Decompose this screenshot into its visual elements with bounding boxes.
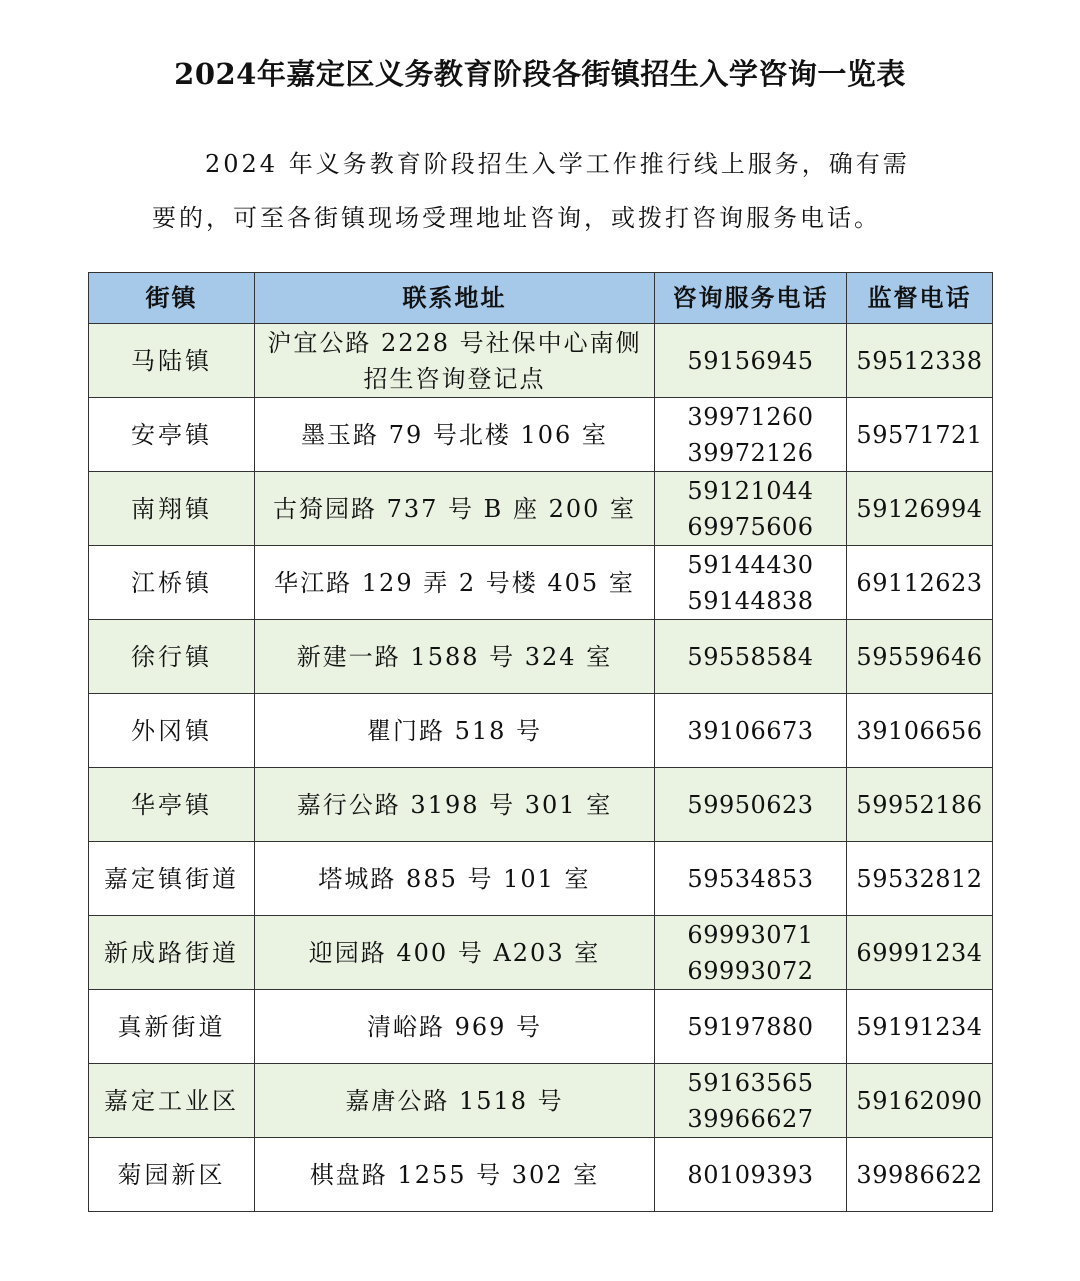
header-town: 街镇: [89, 273, 255, 324]
cell-address: [255, 990, 655, 1064]
cell-consult-phone: [655, 324, 847, 398]
cell-supervise-phone: 59532812: [847, 842, 993, 916]
cell-address: [255, 398, 655, 472]
intro-line-2: 要的，可至各街镇现场受理地址咨询，或拨打咨询服务电话。: [152, 204, 881, 232]
consult-phone-number: 59163565: [687, 1068, 814, 1097]
address-line: 华江路 129 弄 2 号楼 405 室: [274, 568, 635, 597]
table-row: [89, 546, 993, 620]
consult-phone-number: 59121044: [687, 476, 814, 505]
table-row: [89, 1064, 993, 1138]
cell-supervise-phone: 39106656: [847, 694, 993, 768]
consult-phone-number: 59534853: [687, 864, 814, 893]
address-line: 新建一路 1588 号 324 室: [296, 642, 613, 671]
table-row: [89, 990, 993, 1064]
table-row: [89, 324, 993, 398]
cell-supervise-phone: 59559646: [847, 620, 993, 694]
consult-phone-number: 59144430: [687, 550, 814, 579]
consult-phone-number: 59156945: [687, 346, 814, 375]
cell-address: [255, 768, 655, 842]
address-line: 沪宜公路 2228 号社保中心南侧: [267, 328, 642, 357]
consult-phone-number: 39972126: [687, 438, 814, 467]
consult-phone-number: 69993072: [687, 956, 814, 985]
cell-supervise-phone: 39986622: [847, 1138, 993, 1212]
cell-consult-phone: [655, 768, 847, 842]
cell-town: 江桥镇: [89, 546, 255, 620]
consult-phone-number: 80109393: [687, 1160, 814, 1189]
consult-phone-number: 39971260: [687, 402, 814, 431]
table-row: [89, 472, 993, 546]
address-line: 招生咨询登记点: [363, 364, 546, 393]
table-row: [89, 768, 993, 842]
cell-consult-phone: [655, 472, 847, 546]
consultation-table: [88, 272, 993, 1212]
header-supervise-phone: 监督电话: [847, 273, 993, 324]
header-consult-phone: 咨询服务电话: [655, 273, 847, 324]
cell-consult-phone: [655, 1138, 847, 1212]
intro-line-1: 2024 年义务教育阶段招生入学工作推行线上服务，确有需: [205, 150, 910, 178]
cell-supervise-phone: 59162090: [847, 1064, 993, 1138]
table-row: [89, 1138, 993, 1212]
table-row: [89, 842, 993, 916]
cell-supervise-phone: 59952186: [847, 768, 993, 842]
cell-address: [255, 324, 655, 398]
cell-consult-phone: [655, 1064, 847, 1138]
address-line: 瞿门路 518 号: [366, 716, 543, 745]
cell-supervise-phone: 59571721: [847, 398, 993, 472]
cell-town: 南翔镇: [89, 472, 255, 546]
cell-address: [255, 472, 655, 546]
cell-supervise-phone: 69112623: [847, 546, 993, 620]
cell-consult-phone: [655, 546, 847, 620]
cell-address: [255, 1064, 655, 1138]
table-row: [89, 620, 993, 694]
address-line: 塔城路 885 号 101 室: [318, 864, 591, 893]
consult-phone-number: 39966627: [687, 1104, 814, 1133]
consult-phone-number: 39106673: [687, 716, 814, 745]
table-row: [89, 916, 993, 990]
cell-consult-phone: [655, 916, 847, 990]
table-row: [89, 398, 993, 472]
cell-town: 马陆镇: [89, 324, 255, 398]
cell-address: [255, 842, 655, 916]
consult-phone-number: 59950623: [687, 790, 814, 819]
header-address: 联系地址: [255, 273, 655, 324]
cell-town: 安亭镇: [89, 398, 255, 472]
cell-address: [255, 546, 655, 620]
cell-town: 菊园新区: [89, 1138, 255, 1212]
cell-town: 徐行镇: [89, 620, 255, 694]
address-line: 清峪路 969 号: [366, 1012, 543, 1041]
cell-town: 真新街道: [89, 990, 255, 1064]
table-row: [89, 694, 993, 768]
cell-town: 新成路街道: [89, 916, 255, 990]
cell-supervise-phone: 59191234: [847, 990, 993, 1064]
address-line: 嘉行公路 3198 号 301 室: [296, 790, 613, 819]
table-header-row: [89, 273, 993, 324]
consult-phone-number: 59558584: [687, 642, 814, 671]
cell-address: [255, 620, 655, 694]
cell-address: [255, 916, 655, 990]
address-line: 嘉唐公路 1518 号: [345, 1086, 564, 1115]
address-line: 古猗园路 737 号 B 座 200 室: [272, 494, 637, 523]
cell-consult-phone: [655, 694, 847, 768]
cell-consult-phone: [655, 990, 847, 1064]
consult-phone-number: 59144838: [687, 586, 814, 615]
cell-supervise-phone: 59126994: [847, 472, 993, 546]
cell-town: 嘉定镇街道: [89, 842, 255, 916]
cell-address: [255, 1138, 655, 1212]
address-line: 迎园路 400 号 A203 室: [308, 938, 601, 967]
consult-phone-number: 69975606: [687, 512, 814, 541]
cell-consult-phone: [655, 620, 847, 694]
page-title: 2024年嘉定区义务教育阶段各街镇招生入学咨询一览表: [174, 57, 906, 91]
cell-town: 嘉定工业区: [89, 1064, 255, 1138]
cell-consult-phone: [655, 842, 847, 916]
cell-supervise-phone: 59512338: [847, 324, 993, 398]
cell-town: 华亭镇: [89, 768, 255, 842]
cell-address: [255, 694, 655, 768]
address-line: 棋盘路 1255 号 302 室: [309, 1160, 600, 1189]
cell-supervise-phone: 69991234: [847, 916, 993, 990]
cell-town: 外冈镇: [89, 694, 255, 768]
address-line: 墨玉路 79 号北楼 106 室: [301, 420, 608, 449]
cell-consult-phone: [655, 398, 847, 472]
consult-phone-number: 59197880: [687, 1012, 814, 1041]
consult-phone-number: 69993071: [687, 920, 814, 949]
